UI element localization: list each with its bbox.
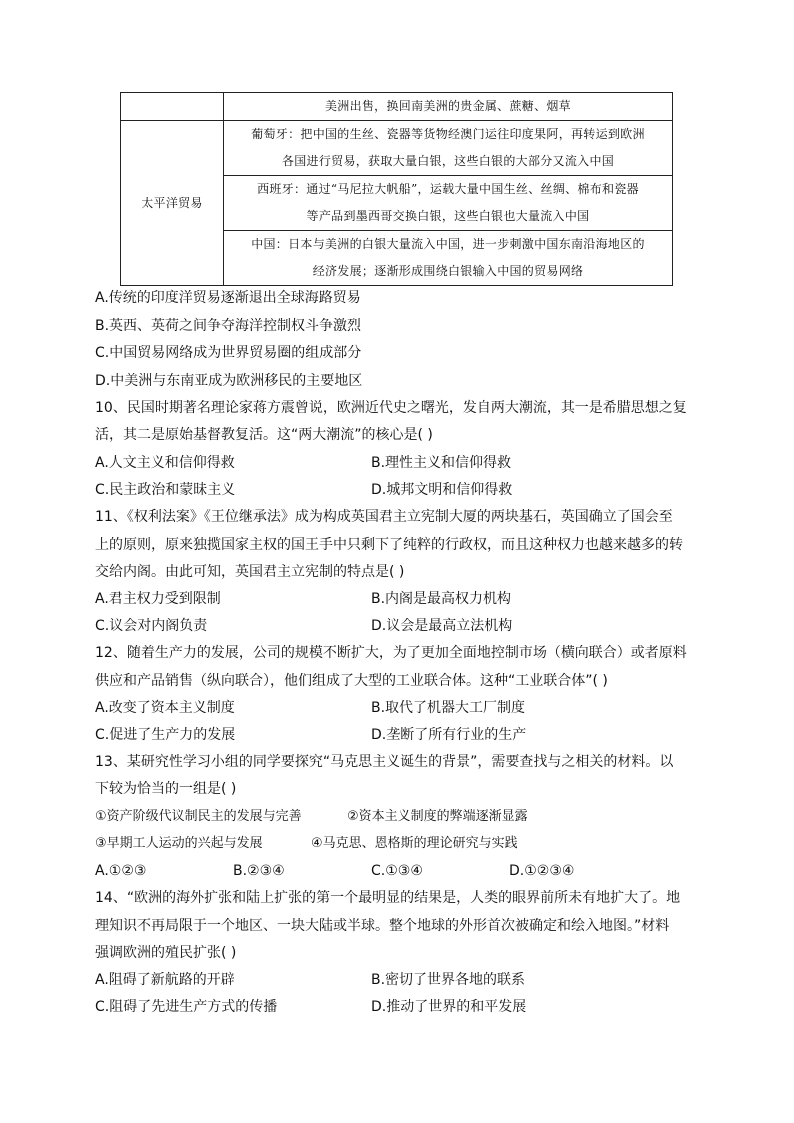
pacific-trade-label: 太平洋贸易 bbox=[121, 121, 224, 286]
cell-line: 中国：日本与美洲的白银大量流入中国，进一步刺激中国东南沿海地区的 bbox=[251, 237, 645, 251]
q13-stem-line: 下较为恰当的一组是( ) bbox=[95, 781, 237, 797]
q13-item-2: ②资本主义制度的弊端逐渐显露 bbox=[347, 809, 528, 824]
q12-option-d: D.垄断了所有行业的生产 bbox=[371, 727, 527, 743]
q13-item-3: ③早期工人运动的兴起与发展 bbox=[95, 836, 263, 851]
q11-option-d: D.议会是最高立法机构 bbox=[371, 618, 513, 634]
q10-option-c: C.民主政治和蒙昧主义 bbox=[95, 482, 236, 498]
q11-option-c: C.议会对内阁负责 bbox=[95, 618, 208, 634]
q13-stem-line: 13、某研究性学习小组的同学要探究“马克思主义诞生的背景”，需要查找与之相关的材料。以 bbox=[95, 754, 674, 770]
q11-option-a: A.君主权力受到限制 bbox=[95, 591, 221, 607]
q12-option-a: A.改变了资本主义制度 bbox=[95, 700, 235, 716]
q14-option-c: C.阻碍了先进生产方式的传播 bbox=[95, 999, 278, 1015]
table-cell: 美洲出售，换回南美洲的贵金属、蔗糖、烟草 bbox=[224, 93, 673, 121]
q9-option-d: D.中美洲与东南亚成为欧洲移民的主要地区 bbox=[95, 373, 363, 389]
q11-stem-line: 交给内阁。由此可知，英国君主立宪制的特点是( ) bbox=[95, 564, 405, 580]
q14-option-a: A.阻碍了新航路的开辟 bbox=[95, 972, 235, 988]
q14-option-b: B.密切了世界各地的联系 bbox=[371, 972, 526, 988]
q12-option-c: C.促进了生产力的发展 bbox=[95, 727, 236, 743]
cell-line: 各国进行贸易，获取大量白银，这些白银的大部分又流入中国 bbox=[281, 154, 615, 168]
q10-option-b: B.理性主义和信仰得救 bbox=[371, 455, 512, 471]
q12-stem-line: 12、随着生产力的发展，公司的规模不断扩大，为了更加全面地控制市场（横向联合）或者原料 bbox=[95, 645, 687, 661]
q9-option-c: C.中国贸易网络成为世界贸易圈的组成部分 bbox=[95, 345, 362, 361]
cell-line: 葡萄牙：把中国的生丝、瓷器等货物经澳门运往印度果阿，再转运到欧洲 bbox=[251, 127, 645, 141]
q10-stem-line: 10、民国时期著名理论家蒋方震曾说，欧洲近代史之曙光，发自两大潮流，其一是希腊思想之复 bbox=[95, 400, 687, 416]
q11-option-b: B.内阁是最高权力机构 bbox=[371, 591, 512, 607]
table-cell-empty bbox=[121, 93, 224, 121]
table-cell-spain bbox=[224, 176, 673, 231]
q13-option-c: C.①③④ bbox=[371, 863, 423, 879]
cell-line: 西班牙：通过“马尼拉大帆船”，运载大量中国生丝、丝绸、棉布和瓷器 bbox=[257, 182, 639, 196]
table-cell-china bbox=[224, 231, 673, 286]
q11-stem-line: 11、《权利法案》《王位继承法》成为构成英国君主立宪制大厦的两块基石，英国确立了国会至 bbox=[95, 509, 673, 525]
q13-option-d: D.①②③④ bbox=[509, 863, 575, 879]
q14-option-d: D.推动了世界的和平发展 bbox=[371, 999, 527, 1015]
cell-line: 等产品到墨西哥交换白银，这些白银也大量流入中国 bbox=[306, 209, 590, 223]
q11-stem-line: 上的原则，原来独揽国家主权的国王手中只剩下了纯粹的行政权，而且这种权力也越来越多的转 bbox=[95, 537, 683, 553]
q9-option-a: A.传统的印度洋贸易逐渐退出全球海路贸易 bbox=[95, 290, 361, 306]
q14-stem-line: 强调欧洲的殖民扩张( ) bbox=[95, 945, 237, 961]
q13-item-1: ①资产阶级代议制民主的发展与完善 bbox=[95, 809, 302, 824]
q14-stem-line: 理知识不再局限于一个地区、一块大陆或半球。整个地球的外形首次被确定和绘入地图。”材料 bbox=[95, 918, 670, 934]
cell-line: 经济发展；逐渐形成围绕白银输入中国的贸易网络 bbox=[312, 264, 584, 278]
q10-stem-line: 活，其二是原始基督教复活。这“两大潮流”的核心是( ) bbox=[95, 427, 433, 443]
q10-option-a: A.人文主义和信仰得救 bbox=[95, 455, 235, 471]
q12-stem-line: 供应和产品销售（纵向联合），他们组成了大型的工业联合体。这种“工业联合体”( ) bbox=[95, 673, 608, 689]
table-cell-portugal bbox=[224, 121, 673, 176]
q13-option-b: B.②③④ bbox=[233, 863, 285, 879]
trade-table bbox=[120, 92, 673, 286]
q14-stem-line: 14、“欧洲的海外扩张和陆上扩张的第一个最明显的结果是，人类的眼界前所未有地扩大了。地 bbox=[95, 890, 681, 906]
q9-option-b: B.英西、英荷之间争夺海洋控制权斗争激烈 bbox=[95, 318, 362, 334]
q12-option-b: B.取代了机器大工厂制度 bbox=[371, 700, 526, 716]
q13-option-a: A.①②③ bbox=[95, 863, 147, 879]
table-row bbox=[121, 121, 673, 176]
table-row bbox=[121, 93, 673, 121]
q13-item-4: ④马克思、恩格斯的理论研究与实践 bbox=[311, 836, 518, 851]
q10-option-d: D.城邦文明和信仰得救 bbox=[371, 482, 513, 498]
